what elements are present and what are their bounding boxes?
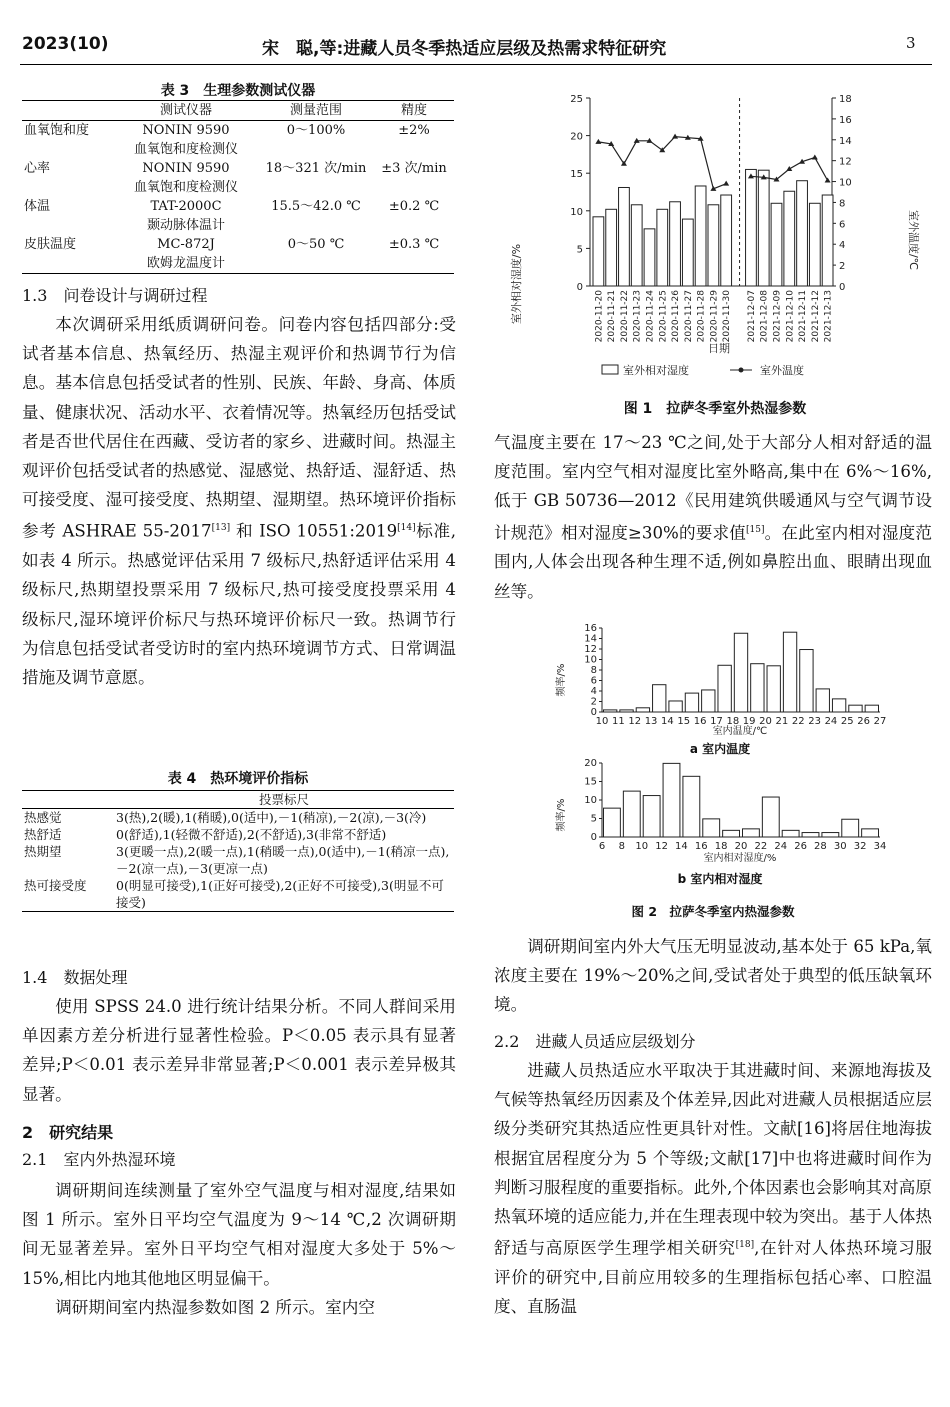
fig1-y2tick-label: 8 [839,198,846,210]
fig2a-ytick-label: 4 [590,686,597,697]
fig1-xtick-label: 2020-11-27 [683,290,694,343]
fig2b-caption: b 室内相对湿度 [677,872,763,886]
fig2a-xtick-label: 19 [742,716,756,727]
table3-range: 0～100% [286,123,346,138]
table3-param: 体温 [24,199,51,214]
table3-device: MC-872J 欧姆龙温度计 [146,237,225,271]
fig2a-bar [718,665,731,712]
fig2b-ytick-label: 0 [590,832,597,843]
fig1-xlabel: 日期 [708,342,730,355]
fig2a-xtick-label: 24 [824,716,838,727]
table3 [22,100,454,274]
fig2a-bar [685,693,698,712]
table3-header-row [22,101,454,121]
table3-precision: ±0.3 ℃ [388,237,440,252]
fig1-y2tick-label: 14 [839,135,852,147]
fig2a-xtick-label: 10 [595,716,609,727]
fig1-y2label: 室外温度/℃ [907,209,920,271]
fig2b-xtick-label: 10 [635,841,649,852]
fig2b-xtick-label: 14 [675,841,688,852]
fig2a-xtick-label: 14 [661,716,674,727]
table4-scale: 0(舒适),1(轻微不舒适),2(不舒适),3(非常不舒适) [116,827,387,842]
fig1-ytick-label: 20 [570,131,583,143]
fig1-ytick-label: 10 [570,206,583,218]
fig1-temperature-point [672,134,678,139]
section-1-3-body: 本次调研采用纸质调研问卷。问卷内容包括四部分:受试者基本信息、热氧经历、热湿主观评价和热调节行为信息。基本信息包括受试者的性别、民族、年龄、身高、体质量、健康状况、活动水平、衣着情况等。热氧经历包括受试者是否世代居住在西藏、受访者的家乡、进藏时间。热湿主观评价包括受试者的热感觉、湿感觉、热舒适、湿舒适、热可接受度、湿可接受度、热期望、湿期望。热环境评价指标参考 ASHRAE 55-2017[13] 和 ISO 10551:2019[14]标准,如表 4 所示。热感觉评估采用 7 级标尺,热舒适评估采用 4 级标尺,热期望投票采用 7 级标尺,热可接受度投票采用 4 级标尺,湿环境评价标尺与热环境评价标尺一致。热调节行为信息包括受试者受访时的室内热环境调节方式、日常调温措施及调节意愿。 [22,315,456,687]
fig2b-bar [623,791,640,837]
fig2b-xtick-label: 6 [598,841,606,852]
page-number: 3 [906,34,916,52]
fig2a-xtick-label: 16 [693,716,707,727]
fig1-y2tick-label: 0 [839,282,846,293]
fig1-y2tick-label: 4 [839,240,846,252]
fig1-xtick-label: 2021-12-07 [746,290,757,343]
fig1-xtick-label: 2020-11-26 [671,290,682,343]
fig2a-xtick-label: 26 [857,716,871,727]
fig2b-bar [782,830,799,837]
section-2-title: 2 研究结果 [22,1123,114,1142]
table3-range: 0～50 ℃ [287,237,345,252]
fig1-y2tick-label: 2 [839,261,846,273]
fig2a-bar [636,708,649,712]
fig1-legend-marker [739,368,744,373]
fig1-xtick-label: 2020-11-21 [607,290,618,343]
table-row [22,877,454,912]
fig2-caption: 图 2 拉萨冬季室内热湿参数 [631,904,795,919]
fig2b-ytick-label: 5 [590,813,597,825]
fig2a-bar [751,664,764,712]
fig2b-bar [683,776,700,837]
fig2a-ytick-label: 10 [584,654,597,666]
fig1-y2tick-label: 12 [839,156,852,168]
table-row [22,826,454,843]
fig1-legend-bar: 室外相对湿度 [623,364,689,377]
fig2a-ytick-label: 6 [590,675,597,687]
fig1-temperature-point [595,139,601,144]
fig2b-bar [604,808,621,837]
table-row [22,197,454,235]
fig2a-bar [604,710,617,712]
table3-caption: 表 3 生理参数测试仪器 [160,83,316,99]
table4-header-cell: 投票标尺 [258,792,309,807]
table3-precision: ±2% [398,123,430,138]
fig1-bar [746,169,757,286]
fig1-ytick-label: 5 [576,244,583,256]
fig2a-xtick-label: 13 [644,716,658,727]
fig1-bar [644,229,655,286]
fig2b-xtick-label: 20 [734,841,748,852]
fig2a-xtick-label: 23 [808,716,821,727]
section-2-1-title: 2.1 室内外热湿环境 [22,1150,176,1169]
fig1-bar [670,202,681,286]
fig1-xtick-label: 2021-12-11 [798,290,809,343]
fig2a-bar [783,632,796,712]
fig1-ytick-label: 15 [570,169,583,181]
fig2a-xtick-label: 17 [710,716,723,727]
fig2a-xtick-label: 20 [759,716,772,727]
section-2-2-body: 进藏人员热适应水平取决于其进藏时间、来源地海拔及气候等热氧经历因素及个体差异,因此对进藏人员根据适应层级分类研究其热适应性更具针对性。文献[16]将居住地海拔根据宜居程度分为 5 个等级;文献[17]中也将进藏时间作为判断习服程度的重要指标。此外,个体因素也会影响其对高原热氧环境的适应能力,并在生理表现中较为突出。基于人体热舒适与高原医学生理学相关研究[18],在针对人体热环境习服评价的研究中,目前应用较多的生理指标包括心率、口腔温度、直肠温 [494,1061,932,1317]
fig2a-bar [620,710,633,712]
fig1-ylabel: 室外相对湿度/% [510,243,523,325]
fig1-bar [657,209,668,286]
fig2b-bar [743,829,760,837]
fig1-bar [784,191,795,286]
table3-range: 15.5～42.0 ℃ [271,199,361,214]
section-2-1-body-right-2: 调研期间室内外大气压无明显波动,基本处于 65 kPa,氧浓度主要在 19%～20%之间,受试者处于典型的低压缺氧环境。 [494,937,932,1015]
table3-header-cell: 测试仪器 [159,103,212,118]
issue-number: 2023(10) [22,34,109,54]
fig2b-ytick-label: 15 [584,776,597,788]
fig2a-bar [816,689,829,712]
fig2b-xtick-label: 30 [833,841,847,852]
table3-param: 血氧饱和度 [24,123,90,138]
running-title: 宋 聪,等:进藏人员冬季热适应层级及热需求特征研究 [262,39,667,59]
table-row [22,159,454,197]
fig2b-xtick-label: 16 [694,841,708,852]
section-1-4-body: 使用 SPSS 24.0 进行统计结果分析。不同人群间采用单因素方差分析进行显著性检验。P＜0.05 表示具有显著差异;P＜0.01 表示差异非常显著;P＜0.001 表示差异极其显著。 [22,997,456,1104]
fig2b-ytick-label: 20 [584,758,597,769]
table3-precision: ±0.2 ℃ [388,199,440,214]
fig2a-ylabel: 频率/% [556,663,567,697]
fig2a-bar [734,633,747,712]
fig1-temperature-point [825,178,831,183]
table3-header-cell: 精度 [400,103,427,118]
section-1-4-title: 1.4 数据处理 [22,968,128,987]
fig1-bar [708,205,719,286]
fig2b-xtick-label: 8 [618,841,626,852]
fig1-chart [490,80,940,420]
fig1-xtick-label: 2020-11-25 [658,290,669,343]
fig2b-bar [762,797,779,837]
fig1-xtick-label: 2021-12-09 [772,290,783,343]
fig1-ytick-label: 25 [570,94,583,105]
fig1-bar [619,187,630,286]
fig1-caption: 图 1 拉萨冬季室外热湿参数 [623,401,807,417]
table3-param: 心率 [24,161,51,176]
table4-scale: 0(明显可接受),1(正好可接受),2(正好不可接受),3(明显不可接受) [116,878,444,910]
fig1-legend-bar-swatch [602,365,618,374]
fig1-legend-line: 室外温度 [760,364,804,377]
fig1-xtick-label: 2021-12-10 [785,290,796,343]
fig2b-xtick-label: 34 [873,841,887,852]
fig2a-bar [767,666,780,712]
fig2a-ytick-label: 16 [584,623,597,634]
fig1-y2tick-label: 10 [839,177,852,189]
fig1-xtick-label: 2021-12-08 [759,290,770,343]
fig1-xtick-label: 2021-12-13 [823,290,834,343]
fig2a-ytick-label: 12 [584,644,597,655]
table4 [22,790,454,912]
fig1-bar [593,217,604,286]
table3-header-cell [22,101,114,121]
fig2b-xtick-label: 28 [814,841,827,852]
table3-device: NONIN 9590 血氧饱和度检测仪 [133,161,238,195]
fig2a-xtick-label: 18 [726,716,740,727]
fig1-bar [758,170,769,286]
table-row [22,843,454,877]
fig2a-bar [832,699,845,712]
table3-range: 18～321 次/min [265,161,367,176]
fig2b-bar [842,819,859,837]
fig1-temperature-point [723,181,729,186]
fig2a-bar [669,701,682,712]
fig2a-xlabel: 室内温度/℃ [712,726,768,737]
fig1-xtick-label: 2020-11-24 [645,290,656,343]
fig1-xtick-label: 2020-11-22 [619,290,630,343]
fig2b-bar [723,830,740,837]
fig1-xtick-label: 2020-11-29 [709,290,720,343]
fig2a-ytick-label: 8 [590,665,597,676]
fig1-bar [797,181,808,286]
fig2b-bar [703,819,720,837]
fig2a-bar [702,690,715,712]
fig2a-xtick-label: 15 [677,716,691,727]
fig1-bar [606,209,617,286]
fig2b-xlabel: 室内相对湿度/% [703,853,777,864]
fig2b-xtick-label: 32 [853,841,867,852]
table3-precision: ±3 次/min [381,161,447,176]
fig2a-xtick-label: 12 [628,716,642,727]
fig2b-chart [540,755,900,870]
fig1-bar [682,219,693,286]
fig1-xtick-label: 2020-11-30 [722,290,733,343]
section-2-1-body-left: 调研期间连续测量了室外空气温度与相对湿度,结果如图 1 所示。室外日平均空气温度为 9～14 ℃,2 次调研期间无显著差异。室外日平均空气相对湿度大多处于 5%～15%,相比内地其他地区明显偏干。 调研期间室内热湿参数如图 2 所示。室内空 [22,1181,456,1317]
table4-name: 热可接受度 [24,878,87,893]
fig2a-xtick-label: 11 [611,716,625,727]
fig2a-bar [865,705,878,712]
fig1-y2tick-label: 18 [839,94,852,105]
fig2b-xtick-label: 26 [794,841,807,852]
fig2a-ytick-label: 2 [590,696,597,708]
fig2b-ylabel: 频率/% [556,798,567,832]
section-2-2-title: 2.2 进藏人员适应层级划分 [494,1032,696,1051]
fig1-bar [822,195,833,286]
section-2-1-body-right: 气温度主要在 17～23 ℃之间,处于大部分人相对舒适的温度范围。室内空气相对湿度比室外略高,集中在 6%～16%,低于 GB 50736—2012《民用建筑供暖通风与空气调节设计规范》相对湿度≥30%的要求值[15]。在此室内相对湿度范围内,人体会出现各种生理不适,例如鼻腔出血、眼睛出现血丝等。 [494,433,932,601]
fig1-bar [771,203,782,286]
fig2a-bar [800,650,813,712]
section-1-3-title: 1.3 问卷设计与调研过程 [22,286,208,305]
fig2a-xtick-label: 27 [873,716,887,727]
table-row [22,121,454,160]
fig1-xtick-label: 2020-11-23 [632,290,643,343]
fig1-xtick-label: 2021-12-12 [810,290,821,343]
fig2b-xtick-label: 22 [754,841,768,852]
fig2a-xtick-label: 25 [840,716,854,727]
fig1-bar [631,205,642,286]
table3-header-cell: 测量范围 [289,103,342,118]
fig2b-xtick-label: 24 [774,841,788,852]
table4-caption: 表 4 热环境评价指标 [167,771,309,787]
fig2b-bar [643,796,660,837]
fig2b-bar [822,833,839,837]
table3-device: TAT-2000C 颞动脉体温计 [146,199,225,233]
fig2a-caption: a 室内温度 [689,742,751,756]
table-row [22,235,454,274]
table3-device: NONIN 9590 血氧饱和度检测仪 [133,123,238,157]
table4-name: 热感觉 [24,810,62,825]
header-rule [20,64,932,65]
fig2b-bar [862,829,879,837]
fig1-y2tick-label: 6 [839,219,846,231]
fig2b-ytick-label: 10 [584,795,597,806]
fig2a-bar [849,705,862,712]
table4-scale: 3(热),2(暖),1(稍暖),0(适中),－1(稍凉),－2(凉),－3(冷) [116,810,427,825]
fig1-y2tick-label: 16 [839,114,852,126]
fig1-bar [721,195,732,286]
fig2b-bar [663,763,680,837]
fig2b-bar [802,833,819,837]
table4-name: 热舒适 [24,827,62,842]
fig2a-ytick-label: 0 [590,707,597,718]
fig2a-xtick-label: 22 [791,716,805,727]
fig2a-xtick-label: 21 [775,716,789,727]
fig2b-xtick-label: 12 [655,841,668,852]
fig2a-bar [653,685,666,712]
fig1-temperature-line [598,137,726,189]
fig1-xtick-label: 2020-11-28 [696,290,707,343]
fig2a-ytick-label: 14 [584,633,597,645]
fig1-xtick-label: 2020-11-20 [594,290,605,343]
fig2a-chart [540,620,900,755]
table-row [22,809,454,827]
table4-name: 热期望 [24,844,62,859]
fig1-temperature-point [812,155,818,160]
fig1-bar [695,186,706,286]
table3-param: 皮肤温度 [24,237,77,252]
fig1-bar [809,203,820,286]
table4-scale: 3(更暖一点),2(暖一点),1(稍暖一点),0(适中),－1(稍凉一点),－2(凉一点),－3(更凉一点) [116,844,450,876]
fig2b-xtick-label: 18 [714,841,728,852]
table4-header-row [22,791,454,809]
fig1-temperature-point [786,166,792,171]
fig1-ytick-label: 0 [576,282,583,293]
